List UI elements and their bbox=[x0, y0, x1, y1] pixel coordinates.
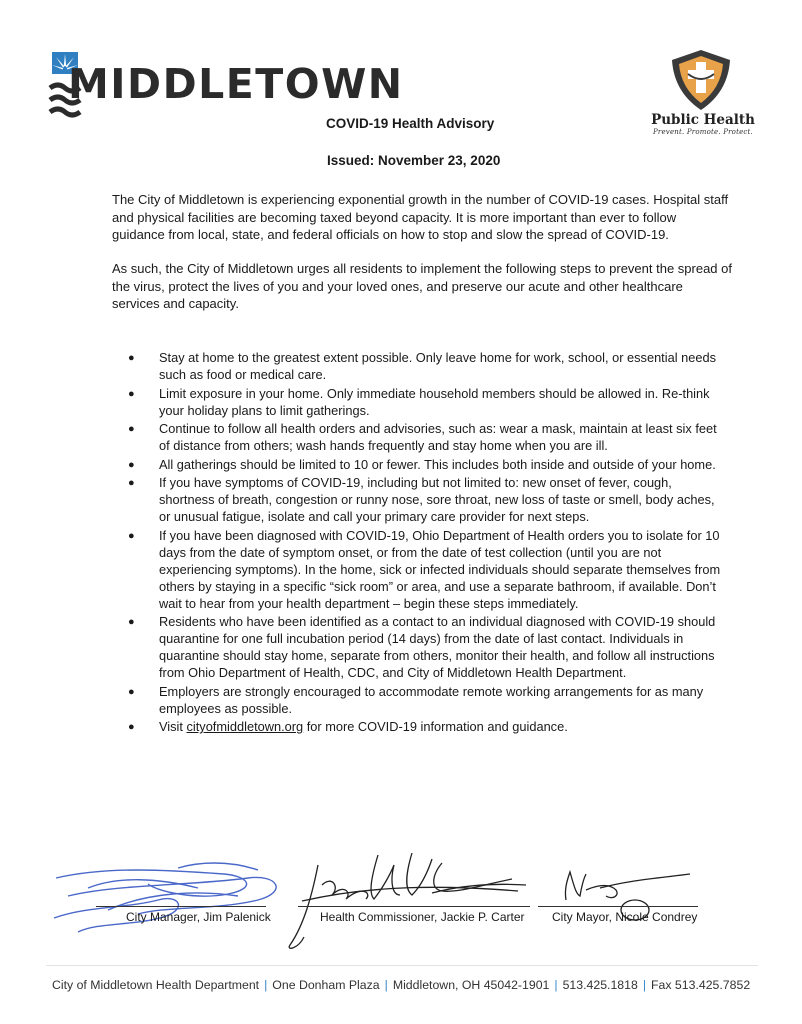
guidance-list bbox=[128, 349, 728, 737]
health-commissioner-signature bbox=[282, 845, 532, 955]
bullet-icon: ● bbox=[128, 352, 135, 364]
website-link[interactable]: cityofmiddletown.org bbox=[186, 719, 304, 734]
list-item-text: All gatherings should be limited to 10 or fewer. This includes both inside and outside of your home. bbox=[159, 456, 716, 472]
health-commissioner-label: Health Commissioner, Jackie P. Carter bbox=[320, 910, 525, 924]
footer-separator: | bbox=[642, 978, 647, 992]
visit-prefix: Visit bbox=[159, 719, 187, 734]
mayor-signature bbox=[540, 860, 720, 940]
signature-line bbox=[298, 906, 530, 907]
logo-wordmark: MIDDLETOWN bbox=[68, 60, 404, 108]
list-item bbox=[128, 456, 728, 473]
bullet-icon: ● bbox=[128, 477, 135, 489]
list-item-text: Limit exposure in your home. Only immediate household members should be allowed in. Re-think your holiday plans to limit gatherings. bbox=[159, 385, 710, 418]
bullet-icon: ● bbox=[128, 529, 135, 542]
list-item bbox=[128, 474, 728, 525]
bullet-icon: ● bbox=[128, 423, 135, 435]
list-item-text: Residents who have been identified as a contact to an individual diagnosed with COVID-19 should quarantine for one full incubation period (14 days) from the date of last contact. Individuals in quarantine should stay home, separate from others, monitor their health, and follow all instructions from Ohio Department of Health, CDC, and City of Middletown Health Department. bbox=[159, 614, 716, 680]
list-item bbox=[128, 718, 728, 735]
list-item-text: Stay at home to the greatest extent possible. Only leave home for work, school, or essential needs such as food or medical care. bbox=[159, 350, 716, 382]
footer-phone: 513.425.1818 bbox=[562, 978, 638, 992]
bullet-icon: ● bbox=[128, 616, 135, 628]
mayor-label: City Mayor, Nicole Condrey bbox=[552, 910, 698, 924]
intro-paragraph: The City of Middletown is experiencing exponential growth in the number of COVID-19 cases. Hospital staff and physical facilities are becoming taxed beyond capacity. It is more important than ever to follow guidance from local, state, and federal officials on how to stop and slow the spread of COVID-19. bbox=[112, 192, 729, 242]
public-health-tagline: Prevent. Promote. Protect. bbox=[653, 128, 753, 136]
footer-address-street: One Donham Plaza bbox=[272, 978, 380, 992]
middletown-logo bbox=[48, 48, 404, 128]
footer-address-city: Middletown, OH 45042-1901 bbox=[392, 978, 550, 992]
list-item bbox=[128, 613, 728, 681]
bullet-icon: ● bbox=[128, 458, 135, 471]
list-item-text: Employers are strongly encouraged to accommodate remote working arrangements for as many employees as possible. bbox=[159, 683, 704, 716]
list-item-text: Continue to follow all health orders and advisories, such as: wear a mask, maintain at least six feet of distance from others; wash hands frequently and stay home when you are ill. bbox=[159, 421, 717, 453]
public-health-name: Public Health bbox=[651, 112, 755, 128]
urge-paragraph: As such, the City of Middletown urges all residents to implement the following steps to prevent the spread of the virus, protect the lives of you and your loved ones, and preserve our acute and other healthcare services and capacity. bbox=[112, 261, 732, 311]
footer-fax: Fax 513.425.7852 bbox=[651, 978, 751, 992]
list-item bbox=[128, 527, 728, 612]
visit-suffix: for more COVID-19 information and guidance. bbox=[303, 719, 568, 734]
list-item bbox=[128, 349, 728, 383]
list-item-text: If you have been diagnosed with COVID-19, Ohio Department of Health orders you to isolate for 10 days from the date of symptom onset, or from the date of test collection (until you are not experiencing symptoms). In the home, sick or infected individuals should separate themselves from others by staying in a specific “sick room” or area, and use a separate bathroom, if available. Don’t wait to hear from your health department – begin these steps immediately. bbox=[159, 527, 721, 611]
bullet-icon: ● bbox=[128, 721, 135, 733]
list-item bbox=[128, 683, 728, 717]
signature-line bbox=[96, 906, 266, 907]
city-manager-signature bbox=[48, 848, 293, 948]
list-item bbox=[128, 420, 728, 454]
footer-separator: | bbox=[554, 978, 558, 992]
bullet-icon: ● bbox=[128, 387, 135, 400]
city-manager-label: City Manager, Jim Palenick bbox=[126, 910, 271, 924]
signature-line bbox=[538, 906, 698, 907]
bullet-icon: ● bbox=[128, 685, 135, 698]
footer-org: City of Middletown Health Department bbox=[52, 978, 260, 992]
footer-separator: | bbox=[384, 978, 388, 992]
footer-divider bbox=[46, 965, 758, 966]
issued-date: Issued: November 23, 2020 bbox=[327, 153, 501, 168]
list-item-text: If you have symptoms of COVID-19, including but not limited to: new onset of fever, cough, shortness of breath, congestion or runny nose, sore throat, new loss of taste or smell, body aches, or unusual fatigue, isolate and call your primary care provider for next steps. bbox=[159, 475, 715, 524]
footer-separator: | bbox=[264, 978, 268, 992]
document-title: COVID-19 Health Advisory bbox=[326, 116, 495, 131]
footer bbox=[52, 978, 762, 992]
public-health-logo bbox=[648, 48, 758, 140]
list-item bbox=[128, 385, 728, 419]
shield-cross-icon bbox=[670, 48, 732, 112]
